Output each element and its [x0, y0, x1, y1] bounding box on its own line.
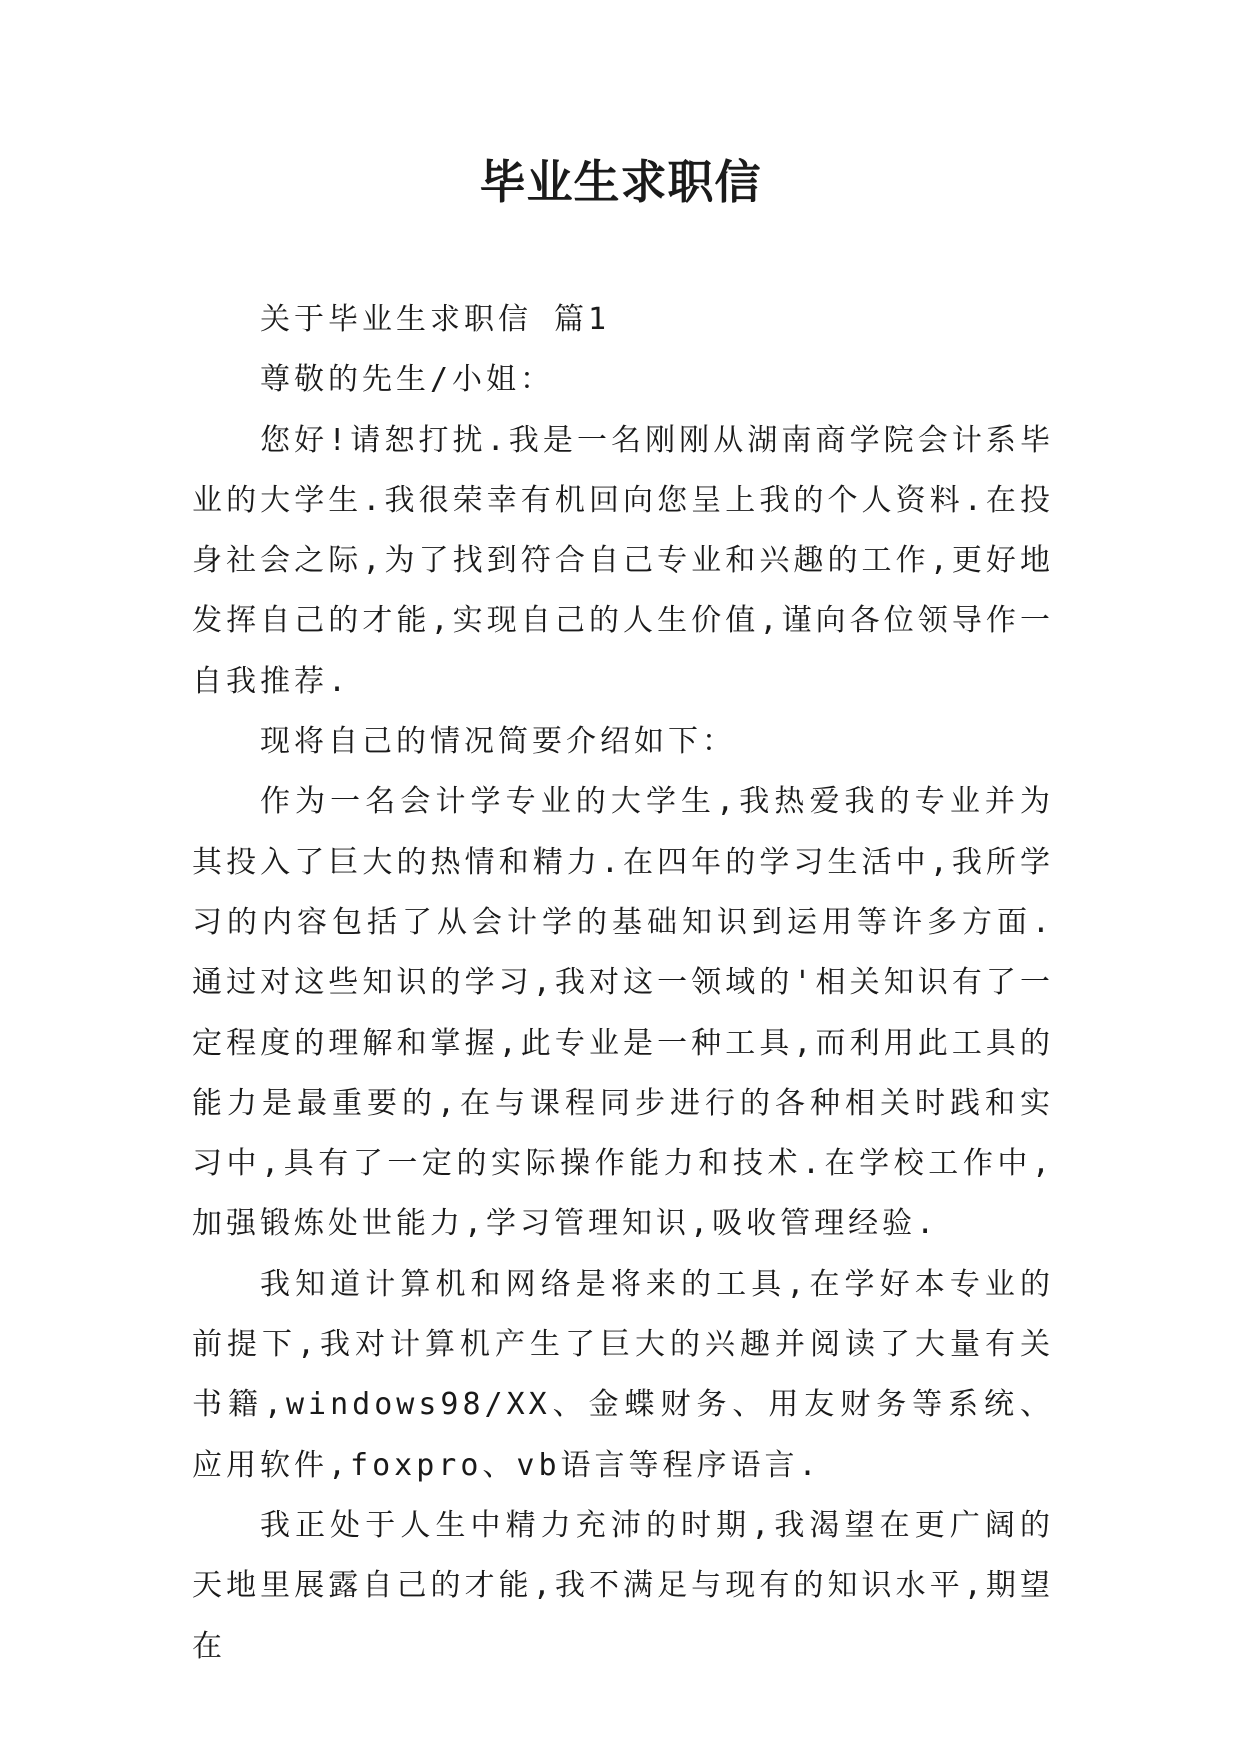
paragraph-lead: 现将自己的情况简要介绍如下： [260, 724, 736, 760]
document-body [192, 290, 1054, 1677]
salutation: 尊敬的先生/小姐： [260, 362, 555, 398]
section-heading: 关于毕业生求职信 篇1 [260, 302, 611, 337]
paragraph-aspiration: 我正处于人生中精力充沛的时期,我渴望在更广阔的天地里展露自己的才能,我不满足与现有的知识水平,期望在 [192, 1507, 1054, 1664]
document-title: 毕业生求职信 [479, 155, 762, 209]
paragraph-computer: 我知道计算机和网络是将来的工具,在学好本专业的前提下,我对计算机产生了巨大的兴趣并阅读了大量有关书籍,windows98/XX、金蝶财务、用友财务等系统、应用软件,foxpro、vb语言等程序语言. [192, 1266, 1054, 1483]
paragraph-intro: 您好!请恕打扰.我是一名刚刚从湖南商学院会计系毕业的大学生.我很荣幸有机回向您呈上我的个人资料.在投身社会之际,为了找到符合自己专业和兴趣的工作,更好地发挥自己的才能,实现自己的人生价值,谨向各位领导作一自我推荐. [192, 422, 1054, 699]
paragraph-major: 作为一名会计学专业的大学生,我热爱我的专业并为其投入了巨大的热情和精力.在四年的学习生活中,我所学习的内容包括了从会计学的基础知识到运用等许多方面.通过对这些知识的学习,我对这一领域的'相关知识有了一定程度的理解和掌握,此专业是一种工具,而利用此工具的能力是最重要的,在与课程同步进行的各种相关时践和实习中,具有了一定的实际操作能力和技术.在学校工作中,加强锻炼处世能力,学习管理知识,吸收管理经验. [192, 784, 1054, 1242]
